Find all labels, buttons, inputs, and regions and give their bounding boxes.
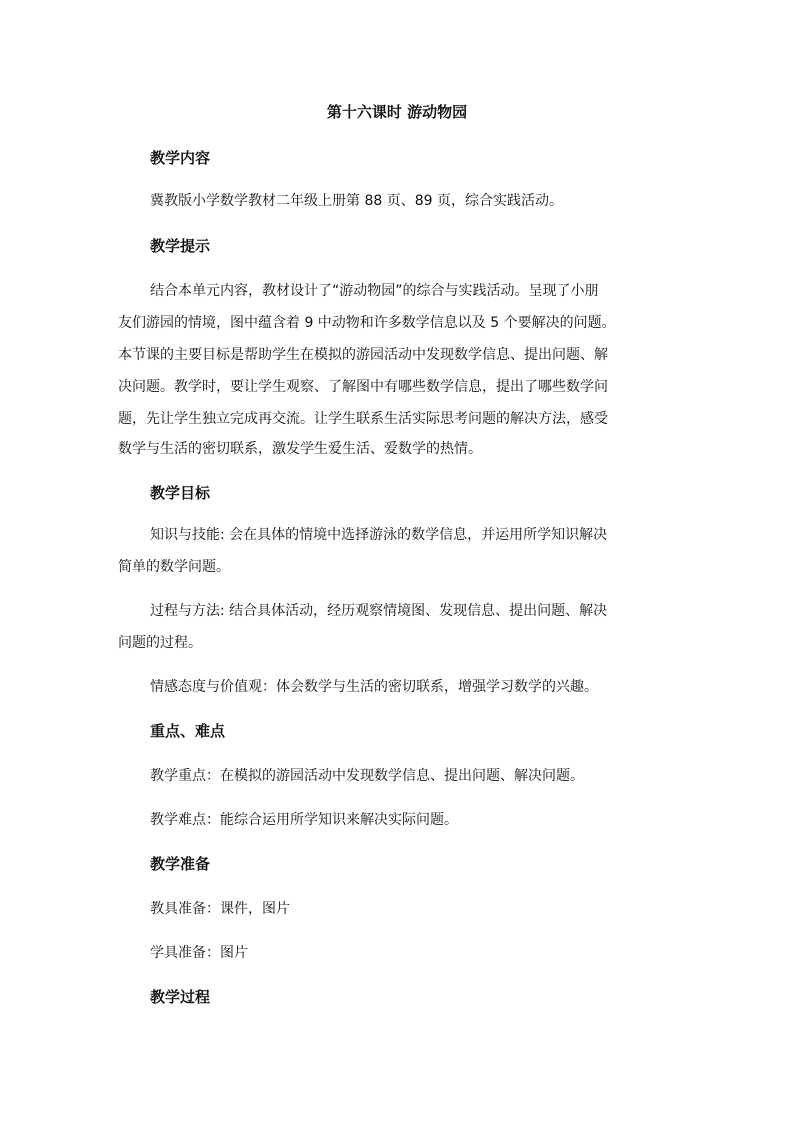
heading-tips: 教学提示 [150, 237, 211, 255]
goals-knowledge-line-1: 知识与技能: 会在具体的情境中选择游泳的数学信息，并运用所学知识解决 [150, 527, 608, 543]
goals-process-line-1: 过程与方法: 结合具体活动，经历观察情境图、发现信息、提出问题、解决 [150, 603, 608, 619]
heading-process: 教学过程 [150, 988, 211, 1006]
page-title: 第十六课时 游动物园 [326, 103, 468, 121]
key-difficulty: 教学难点：能综合运用所学知识来解决实际问题。 [150, 812, 458, 828]
heading-goals: 教学目标 [150, 484, 211, 502]
tips-line-2: 友们游园的情境，图中蕴含着 9 中动物和许多数学信息以及 5 个要解决的问题。 [118, 315, 616, 331]
tips-line-1: 结合本单元内容，教材设计了“游动物园”的综合与实践活动。呈现了小朋 [150, 283, 599, 299]
heading-content: 教学内容 [150, 149, 211, 167]
prep-teacher: 教具准备：课件，图片 [150, 901, 290, 917]
key-focus: 教学重点：在模拟的游园活动中发现数学信息、提出问题、解决问题。 [150, 768, 584, 784]
goals-emotion: 情感态度与价值观：体会数学与生活的密切联系，增强学习数学的兴趣。 [150, 679, 598, 695]
prep-student: 学具准备：图片 [150, 945, 248, 961]
content-text: 冀教版小学数学教材二年级上册第 88 页、89 页，综合实践活动。 [150, 193, 563, 209]
tips-line-5: 题，先让学生独立完成再交流。让学生联系生活实际思考问题的解决方法，感受 [118, 411, 608, 427]
tips-line-6: 数学与生活的密切联系，激发学生爱生活、爱数学的热情。 [118, 441, 482, 457]
tips-line-3: 本节课的主要目标是帮助学生在模拟的游园活动中发现数学信息、提出问题、解 [118, 347, 608, 363]
heading-prep: 教学准备 [150, 855, 211, 873]
heading-key: 重点、难点 [150, 722, 226, 740]
goals-knowledge-line-2: 简单的数学问题。 [118, 559, 230, 575]
goals-process-line-2: 问题的过程。 [118, 635, 202, 651]
tips-line-4: 决问题。教学时，要让学生观察、了解图中有哪些数学信息，提出了哪些数学问 [118, 379, 608, 395]
